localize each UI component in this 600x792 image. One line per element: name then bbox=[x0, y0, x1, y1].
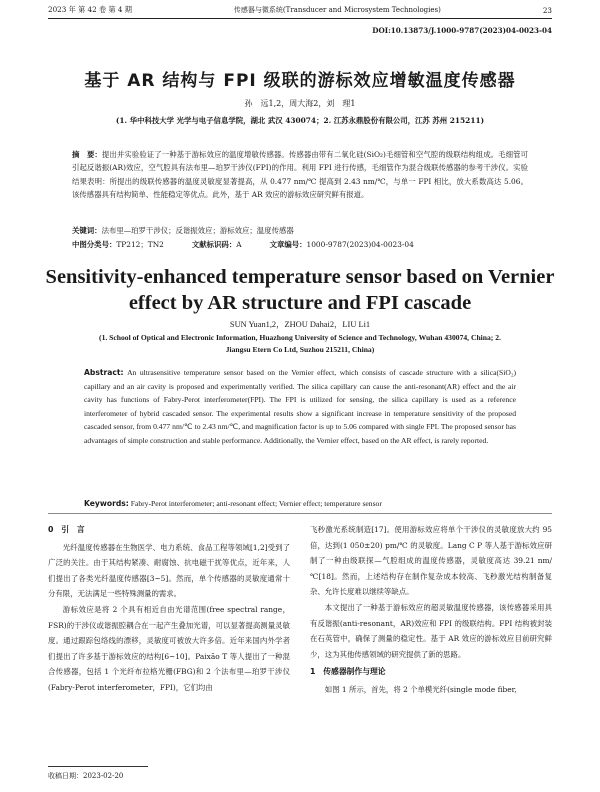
section-divider bbox=[48, 513, 552, 514]
chinese-abstract bbox=[72, 148, 528, 202]
english-abstract bbox=[84, 366, 516, 447]
journal-name: 传感器与微系统(Transducer and Microsystem Technologies) bbox=[233, 6, 441, 14]
chinese-abstract-text: 提出并实验验证了一种基于游标效应的温度增敏传感器。传感器由带有二氧化硅(SiO₂)毛细管和空气腔的级联结构组成。毛细管可引起反谐振(AR)效应，空气腔具有法布里—珀罗干涉仪(FPI)的作用。利用 FPI 进行传感，毛细管作为混合级联传感器的参考干涉仪。实验结果表明：所提出的级联传感器的温度灵敏度显著提高，从 0.477 nm/℃ 提高到 2.43 nm/℃，与单一 FPI 相比，放大系数高达 5.06。该传感器具有结构简单、性能稳定等优点。此外，基于 AR 效应的游标效应研究鲜有报道。 bbox=[72, 150, 528, 200]
journal-issue: 2023 年 第 42 卷 第 4 期 bbox=[48, 5, 132, 14]
section-1-paragraph-1: 如图 1 所示，首先，将 2 个单模光纤(single mode fiber, bbox=[324, 684, 517, 694]
article-number-value: 1000-9787(2023)04-0023-04 bbox=[306, 240, 414, 249]
header-divider bbox=[48, 18, 552, 19]
classification-row bbox=[72, 238, 528, 251]
english-affiliation: (1. School of Optical and Electronic Information, Huazhong University of Science and Technology, Wuhan 430074, China; 2. Jiangsu Etern Co Ltd, Suzhou 215211, China) bbox=[99, 333, 501, 354]
chinese-keywords-label: 关键词： bbox=[72, 226, 102, 235]
running-header bbox=[48, 4, 552, 16]
chinese-abstract-label: 摘 要： bbox=[72, 150, 102, 159]
clc-label: 中图分类号： bbox=[72, 240, 117, 249]
received-date: 收稿日期：2023-02-20 bbox=[48, 772, 124, 780]
body-column-right bbox=[310, 522, 552, 698]
section-1-heading: 1 传感器制作与理论 bbox=[310, 667, 386, 677]
body-column-left bbox=[48, 522, 290, 696]
article-number bbox=[270, 238, 414, 251]
intro-paragraph-3: 本文提出了一种基于游标效应的超灵敏温度传感器，该传感器采用具有反谐振(anti-resonant，AR)效应和 FPI 的级联结构。FPI 结构被封装在石英管中，确保了测量的稳定性。基于 AR 效应的游标效应目前研究鲜少，这为其他传感领域的研究提供了新的思路。 bbox=[310, 602, 552, 659]
intro-paragraph-2-continued: 飞秒激光系统制造[17]。使用游标效应将单个干涉仪的灵敏度放大约 95 倍，达到(1 050±20) pm/℃ 的灵敏度。Lang C P 等人基于游标效应研制了一种由级联探—气腔组成的温度传感器，灵敏度高达 39.21 nm/℃[18]。然而，上述结构存在制作复杂成本较高、飞秒激光结构制备复杂、允许长度难以继续等缺点。 bbox=[310, 525, 552, 597]
document-code-label: 文献标识码： bbox=[191, 240, 237, 249]
chinese-authors: 孙 远1,2，周大海2，刘 理1 bbox=[244, 99, 356, 108]
chinese-keywords-text: 法布里—珀罗干涉仪；反谐振效应；游标效应；温度传感器 bbox=[101, 226, 294, 235]
english-abstract-label: Abstract: bbox=[84, 368, 124, 377]
english-keywords-label: Keywords: bbox=[84, 499, 129, 508]
article-number-label: 文章编号： bbox=[269, 240, 307, 249]
document-code-value: A bbox=[236, 240, 242, 249]
english-keywords-text: Fabry-Perot interferometer; anti-resonant effect; Vernier effect; temperature sensor bbox=[130, 499, 382, 508]
footnote-divider bbox=[48, 766, 148, 767]
intro-heading: 0 引 言 bbox=[48, 525, 85, 534]
chinese-affiliation: (1. 华中科技大学 光学与电子信息学院，湖北 武汉 430074；2. 江苏永鼎股份有限公司，江苏 苏州 215211) bbox=[115, 116, 485, 125]
intro-paragraph-1: 光纤温度传感器在生物医学、电力系统、食品工程等领域[1,2]受到了广泛的关注。由于其结构紧凑、耐腐蚀、抗电磁干扰等优点，近年来，人们提出了各类光纤温度传感器[3~5]。然而，单个传感器的灵敏度通常十分有限，无法满足一些特殊测量的需求。 bbox=[48, 542, 290, 599]
page-number: 23 bbox=[542, 5, 552, 15]
chinese-title: 基于 AR 结构与 FPI 级联的游标效应增敏温度传感器 bbox=[84, 71, 516, 91]
doi[interactable]: DOI:10.13873/J.1000-9787(2023)04-0023-04 bbox=[372, 26, 552, 35]
document-code bbox=[192, 238, 242, 251]
english-keywords bbox=[84, 497, 516, 510]
intro-paragraph-2: 游标效应是将 2 个具有相近自由光谱范围(free spectral range，FSR)的干涉仪或谐振腔耦合在一起产生叠加光谱，可以显著提高测量灵敏度。通过跟踪包络线的漂移，灵敏度可被放大许多倍。近年来国内外学者们提出了许多基于游标效应的结构[6~10]。Paixão T 等人提出了一种混合传感器，包括 1 个光纤布拉格光栅(FBG)和 2 个法布里—珀罗干涉仪(Fabry-Perot interferometer，FPI)，它们均由 bbox=[48, 604, 290, 692]
chinese-keywords bbox=[72, 224, 528, 237]
english-authors: SUN Yuan1,2，ZHOU Dahai2，LIU Li1 bbox=[229, 320, 371, 329]
clc-value: TP212；TN2 bbox=[116, 240, 164, 249]
english-abstract-text: An ultrasensitive temperature sensor based on the Vernier effect, which consists of cascade structure with a silica(SiO₂) capillary and an air cavity is proposed and experimentally verified. The silica capillary can cause the anti-resonant(AR) effect and the air cavity has functions of Fabry-Perot interferometer(FPI). The FPI is utilized for sensing, the silica capillary is used as a reference interferometer of hybrid cascaded sensor. The experimental results show a significant increase in temperature sensitivity of the proposed cascaded sensor, from 0.477 nm/℃ to 2.43 nm/℃, and magnification factor is up to 5.06 compared with single FPI. The proposed sensor has advantages of simple construction and stable performance. Additionally, the Vernier effect, based on the AR effect, is rarely reported. bbox=[84, 368, 516, 445]
clc-number bbox=[72, 238, 164, 251]
english-title: Sensitivity-enhanced temperature sensor based on Vernier effect by AR structure and FPI cascade bbox=[45, 266, 555, 314]
